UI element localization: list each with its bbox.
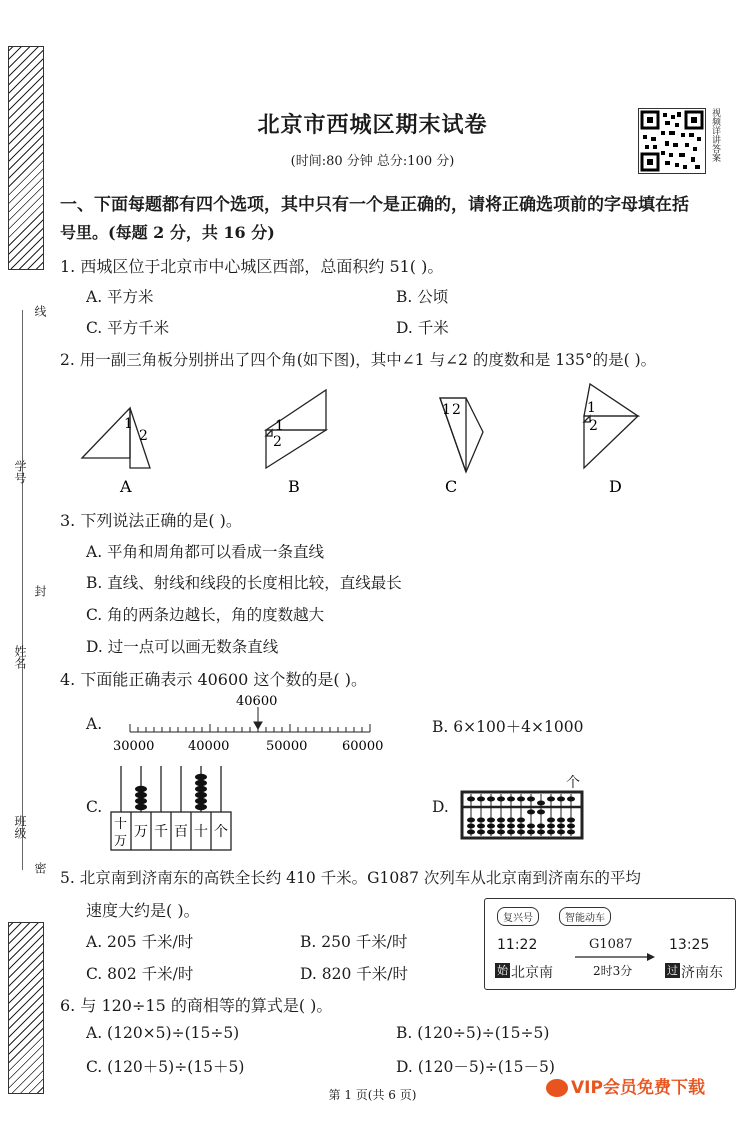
q6-option-a[interactable]: A. (120×5)÷(15÷5) — [86, 1024, 240, 1042]
q4-option-a-label[interactable]: A. — [86, 715, 103, 733]
q4-option-d-label[interactable]: D. — [432, 798, 449, 816]
section1-heading-line2: 号里。(每题 2 分，共 16 分) — [60, 223, 275, 242]
q3-option-c[interactable]: C. 角的两条边越长，角的度数越大 — [86, 606, 325, 624]
from-station: 北京南 — [511, 965, 553, 981]
q4-col-shiwan: 十 — [114, 817, 128, 832]
q4-col-ge: 个 — [214, 824, 228, 840]
q4-d-ge-label: 个 — [566, 775, 580, 791]
q5-stem-line2: 速度大约是( )。 — [86, 901, 200, 920]
train-ticket — [484, 898, 736, 990]
q2d-angle1: 1 — [587, 400, 596, 416]
binding-hatch-bottom — [8, 922, 44, 1094]
q3-option-d[interactable]: D. 过一点可以画无数条直线 — [86, 638, 279, 656]
q2a-angle2: 2 — [139, 428, 148, 444]
train-number: G1087 — [589, 937, 633, 952]
q6-option-d[interactable]: D. (120－5)÷(15－5) — [396, 1058, 555, 1076]
q2-stem: 2. 用一副三角板分别拼出了四个角(如下图)，其中∠1 与∠2 的度数和是 135°的是( )。 — [60, 351, 657, 369]
q4-tick-60000: 60000 — [342, 739, 384, 754]
side-label-line: 线 — [33, 305, 47, 317]
q5-option-d[interactable]: D. 820 千米/时 — [300, 965, 408, 983]
q4-counting-frame — [108, 762, 236, 854]
q6-option-c[interactable]: C. (120＋5)÷(15＋5) — [86, 1058, 245, 1076]
section1-heading-line1: 一、下面每题都有四个选项，其中只有一个是正确的，请将正确选项前的字母填在括 — [60, 195, 689, 215]
side-label-student-id: 学号 — [13, 460, 27, 484]
q6-option-b[interactable]: B. (120÷5)÷(15÷5) — [396, 1024, 550, 1042]
q2b-angle2: 2 — [273, 434, 282, 450]
q4-col-shi: 十 — [194, 824, 208, 840]
q5-option-a[interactable]: A. 205 千米/时 — [86, 933, 194, 951]
q4-number-line — [110, 692, 400, 758]
q4-tick-50000: 50000 — [266, 739, 308, 754]
q5-stem-line1: 5. 北京南到济南东的高铁全长约 410 千米。G1087 次列车从北京南到济南东的平均 — [60, 869, 641, 887]
side-label-name: 姓名 — [13, 645, 27, 669]
badge-smart-emu: 智能动车 — [559, 907, 611, 926]
q1-option-c[interactable]: C. 平方千米 — [86, 319, 170, 337]
q2c-angle2: 2 — [452, 402, 461, 418]
q4-col-shiwan-2: 万 — [114, 834, 128, 849]
badge-fuxing: 复兴号 — [497, 907, 539, 926]
q5-option-b[interactable]: B. 250 千米/时 — [300, 933, 408, 951]
q3-stem: 3. 下列说法正确的是( )。 — [60, 511, 242, 530]
vip-download-watermark[interactable] — [546, 1073, 705, 1098]
q2-label-b: B — [288, 477, 300, 496]
qr-label: 视频详讲答案 — [710, 108, 720, 162]
q2c-angle1: 1 — [442, 402, 451, 418]
duration: 2时3分 — [593, 964, 633, 978]
side-label-class: 班级 — [13, 815, 27, 839]
q2a-angle1: 1 — [124, 416, 133, 432]
q4-tick-40000: 40000 — [188, 739, 230, 754]
q4-option-b[interactable]: B. 6×100＋4×1000 — [432, 718, 584, 736]
q4-option-c-label[interactable]: C. — [86, 798, 103, 816]
page-number: 第 1 页(共 6 页) — [328, 1088, 417, 1102]
q4-col-qian: 千 — [154, 824, 168, 840]
arrive-time: 13:25 — [669, 937, 710, 953]
vip-download-text: VIP会员免费下载 — [571, 1078, 705, 1098]
end-mark: 过 — [667, 964, 678, 977]
q2-label-d: D — [609, 477, 622, 496]
q5-option-c[interactable]: C. 802 千米/时 — [86, 965, 194, 983]
q1-option-d[interactable]: D. 千米 — [396, 319, 449, 337]
q2d-angle2: 2 — [589, 418, 598, 434]
start-mark: 始 — [497, 964, 508, 977]
depart-time: 11:22 — [497, 937, 538, 953]
q4-stem: 4. 下面能正确表示 40600 这个数的是( )。 — [60, 670, 367, 689]
q2-label-c: C — [445, 477, 458, 496]
to-station: 济南东 — [681, 965, 723, 981]
page-subtitle: (时间:80 分钟 总分:100 分) — [290, 154, 455, 169]
qr-code-icon[interactable] — [638, 108, 706, 174]
q2-label-a: A — [120, 477, 132, 496]
arrow-right-icon — [575, 952, 655, 962]
binding-line — [22, 310, 23, 870]
q3-option-b[interactable]: B. 直线、射线和线段的长度相比较，直线最长 — [86, 574, 402, 592]
chat-bubble-icon — [546, 1079, 568, 1097]
side-label-seal: 封 — [33, 585, 47, 597]
q4-col-bai: 百 — [174, 824, 188, 840]
q3-option-a[interactable]: A. 平角和周角都可以看成一条直线 — [86, 543, 325, 561]
q4-arrow-value: 40600 — [236, 694, 278, 709]
q1-stem: 1. 西城区位于北京市中心城区西部，总面积约 51( )。 — [60, 257, 444, 276]
q1-option-a[interactable]: A. 平方米 — [86, 288, 154, 306]
q2b-angle1: 1 — [275, 418, 284, 434]
q6-stem: 6. 与 120÷15 的商相等的算式是( )。 — [60, 996, 333, 1015]
q4-abacus — [460, 790, 584, 840]
q2-figures — [78, 380, 678, 498]
side-label-seal2: 密 — [33, 862, 47, 874]
page-title: 北京市西城区期末试卷 — [257, 112, 488, 138]
q4-tick-30000: 30000 — [113, 739, 155, 754]
q4-col-wan: 万 — [134, 824, 148, 840]
q1-option-b[interactable]: B. 公顷 — [396, 288, 449, 306]
